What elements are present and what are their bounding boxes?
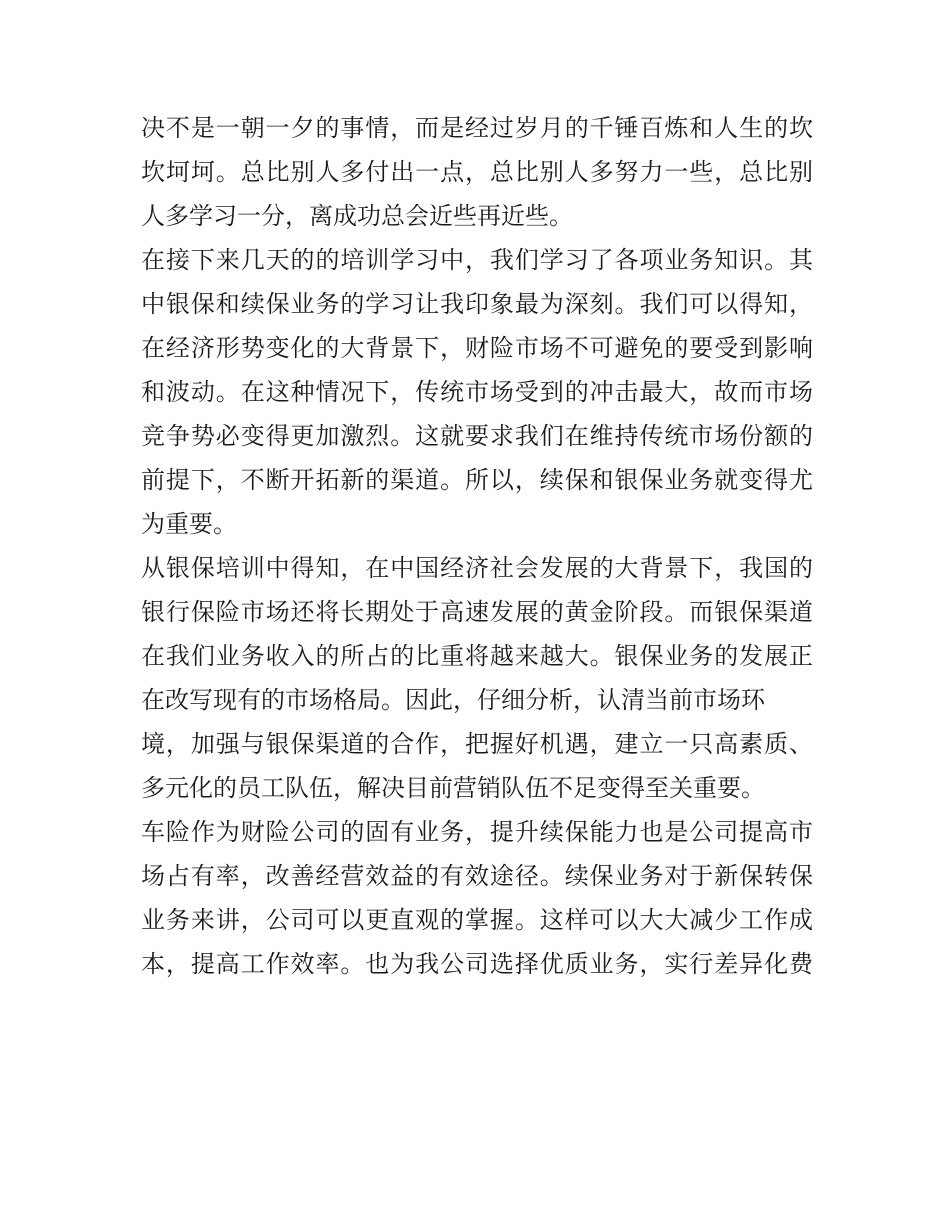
- text-line: 车险作为财险公司的固有业务，提升续保能力也是公司提高市: [141, 818, 813, 846]
- text-line: 多元化的员工队伍，解决目前营销队伍不足变得至关重要。: [141, 774, 765, 802]
- text-line: 从银保培训中得知，在中国经济社会发展的大背景下，我国的: [141, 554, 813, 582]
- text-line: 中银保和续保业务的学习让我印象最为深刻。我们可以得知，: [141, 290, 813, 318]
- text-line: 在我们业务收入的所占的比重将越来越大。银保业务的发展正: [141, 642, 813, 670]
- text-line: 坎坷坷。总比别人多付出一点，总比别人多努力一些，总比别: [141, 158, 813, 186]
- text-line: 竞争势必变得更加激烈。这就要求我们在维持传统市场份额的: [141, 422, 813, 450]
- text-line: 为重要。: [141, 510, 237, 538]
- text-line: 和波动。在这种情况下，传统市场受到的冲击最大，故而市场: [141, 378, 813, 406]
- text-line: 业务来讲，公司可以更直观的掌握。这样可以大大减少工作成: [141, 906, 813, 934]
- text-line: 场占有率，改善经营效益的有效途径。续保业务对于新保转保: [141, 862, 813, 890]
- text-line: 境，加强与银保渠道的合作，把握好机遇，建立一只高素质、: [141, 730, 813, 758]
- text-line: 在经济形势变化的大背景下，财险市场不可避免的要受到影响: [141, 334, 813, 362]
- body-text: [141, 106, 813, 986]
- text-line: 在接下来几天的的培训学习中，我们学习了各项业务知识。其: [141, 246, 813, 274]
- text-line: 人多学习一分，离成功总会近些再近些。: [141, 202, 573, 230]
- text-line: 决不是一朝一夕的事情，而是经过岁月的千锤百炼和人生的坎: [141, 114, 813, 142]
- text-line: 本，提高工作效率。也为我公司选择优质业务，实行差异化费: [141, 950, 813, 978]
- text-line: 在改写现有的市场格局。因此，仔细分析，认清当前市场环: [141, 686, 765, 714]
- text-line: 前提下，不断开拓新的渠道。所以，续保和银保业务就变得尤: [141, 466, 813, 494]
- text-line: 银行保险市场还将长期处于高速发展的黄金阶段。而银保渠道: [141, 598, 813, 626]
